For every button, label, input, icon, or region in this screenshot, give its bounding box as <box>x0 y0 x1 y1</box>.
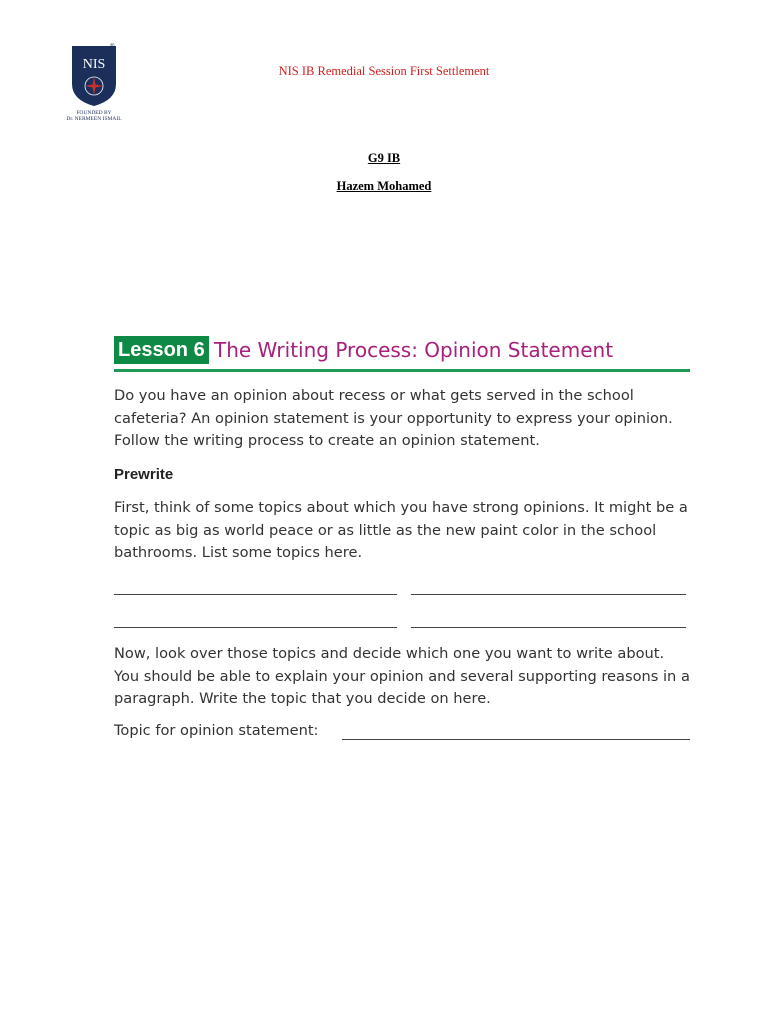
heading-divider <box>114 369 690 372</box>
topic-blank-4[interactable] <box>411 627 686 628</box>
lesson-title: The Writing Process: Opinion Statement <box>214 338 614 362</box>
founded-line-1: FOUNDED BY <box>76 110 112 116</box>
topic-blank-3[interactable] <box>114 627 397 628</box>
prewrite-heading: Prewrite <box>114 466 174 483</box>
student-name: Hazem Mohamed <box>336 179 432 193</box>
logo-initials: NIS <box>82 57 106 72</box>
topic-blank-2[interactable] <box>411 594 686 595</box>
prewrite-paragraph: First, think of some topics about which you have strong opinions. It might be a topic as big as world peace or as little as the new paint color in the school bathrooms. List some topics here. <box>114 499 688 561</box>
founded-line-2: Dr. NERMEEN ISMAIL <box>66 116 122 122</box>
choose-topic-paragraph: Now, look over those topics and decide which one you want to write about. You should be able to explain your opinion and several supporting reasons in a paragraph. Write the topic that you decide on here. <box>114 645 690 707</box>
lesson-heading <box>114 336 690 364</box>
lesson-badge: Lesson 6 <box>114 336 209 364</box>
topic-answer-line[interactable] <box>342 739 690 740</box>
intro-paragraph: Do you have an opinion about recess or what gets served in the school cafeteria? An opinion statement is your opportunity to express your opinion. Follow the writing process to create an opinion statement. <box>114 387 673 449</box>
topic-blank-1[interactable] <box>114 594 397 595</box>
topic-row <box>114 722 690 746</box>
logo-founded-text <box>62 110 126 122</box>
school-logo <box>62 44 126 126</box>
registered-mark: ® <box>110 44 115 50</box>
document-header-title: NIS IB Remedial Session First Settlement <box>278 64 490 78</box>
grade-label: G9 IB <box>367 151 401 165</box>
topic-label: Topic for opinion statement: <box>114 722 319 739</box>
